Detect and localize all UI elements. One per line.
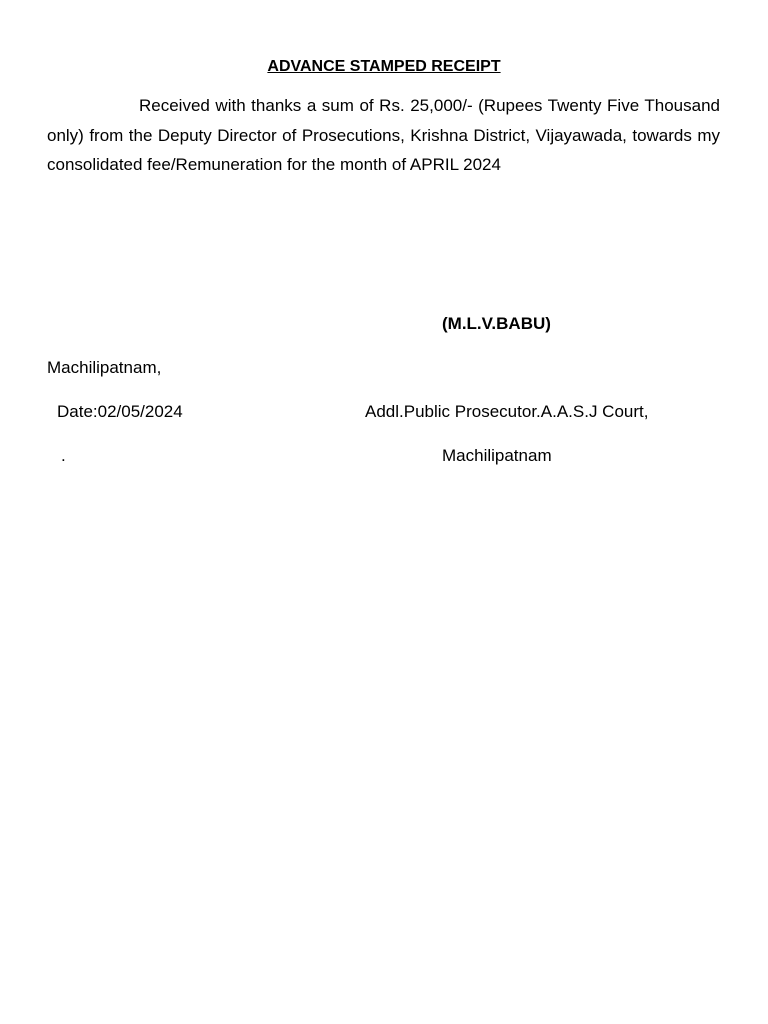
receipt-title: ADVANCE STAMPED RECEIPT [267,58,501,75]
signatory-designation: Addl.Public Prosecutor.A.A.S.J Court, [365,402,649,421]
dot-mark: . [61,446,66,465]
place-label: Machilipatnam, [47,358,162,377]
signatory-name: (M.L.V.BABU) [442,314,551,333]
receipt-body: Received with thanks a sum of Rs. 25,000/- (Rupees Twenty Five Thousand only) from the Deputy Director of Prosecutions, Krishna District, Vijayawada, towards my consolidated fee/Remuneration for the month of APRIL 2024 [47,96,720,174]
designation-place: Machilipatnam [442,446,552,465]
date-label: Date:02/05/2024 [57,402,183,421]
